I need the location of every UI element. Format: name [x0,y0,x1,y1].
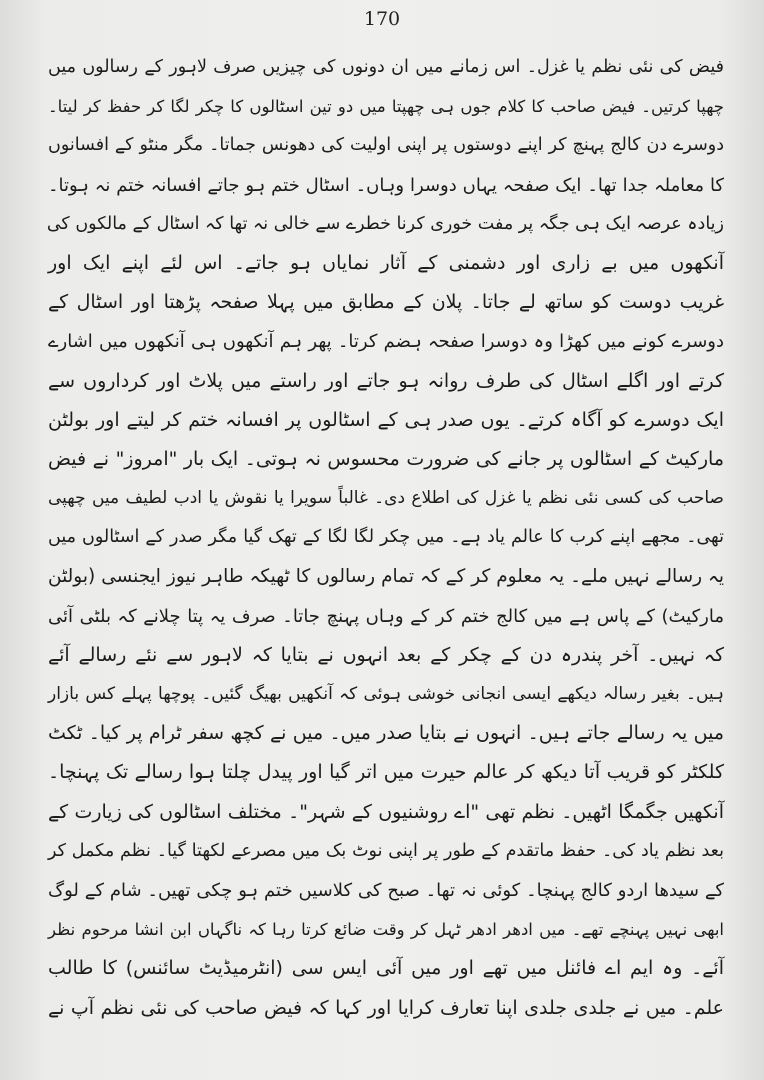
text-line: کے سیدھا اردو کالج پہنچا۔ کوئی نہ تھا۔ صبح کی کلاسیں ختم ہو چکی تھیں۔ شام کے لوگ [48,879,724,901]
text-line: یہ رسالے نہیں ملے۔ یہ معلوم کر کے کہ تمام رسالوں کا ٹھیکہ طاہر نیوز ایجنسی (بولٹن [48,566,724,588]
text-line: چھپا کرتیں۔ فیض صاحب کا کلام جوں ہی چھپتا میں دو تین اسٹالوں کا چکر لگا کر حفظ کر لیتا۔ [48,97,724,117]
urdu-body-text [48,48,724,1028]
text-line: کہ نہیں۔ آخر پندرہ دن کے چکر کے بعد انہوں نے بتایا کہ لاہور سے نئے رسالے آئے [48,643,724,666]
text-line: آنکھوں میں بے زاری اور دشمنی کے آثار نمایاں ہو جاتے۔ اس لئے اپنے ایک اور [48,251,724,274]
text-line: کرتے اور اگلے اسٹال کی طرف روانہ ہو جاتے اور راستے میں پلاٹ اور کرداروں سے [48,369,724,392]
text-line: کلکٹر کو قریب آتا دیکھ کر عالم حیرت میں اتر گیا اور پیدل چلتا ہوا رسالے تک پہنچا۔ [48,761,724,784]
text-line: مارکیٹ کے اسٹالوں پر جانے کی ضرورت محسوس نہ ہوتی۔ ایک بار "امروز" نے فیض [48,447,724,470]
text-line: میں یہ رسالے جاتے ہیں۔ انہوں نے بتایا صدر میں۔ میں نے کچھ سفر ٹرام پر کیا۔ ٹکٹ [48,722,724,745]
text-line: غریب دوست کو ساتھ لے جاتا۔ پلان کے مطابق میں پہلا صفحہ پڑھتا اور اسٹال کے [48,291,724,314]
text-line: دوسرے کونے میں کھڑا وہ دوسرا صفحہ ہضم کرتا۔ پھر ہم آنکھوں ہی آنکھوں میں اشارے [48,331,724,353]
text-line: مارکیٹ) کے پاس ہے میں کالج ختم کر کے وہاں پہنچ جاتا۔ صرف یہ پتا چلانے کہ بلٹی آئی [48,605,724,627]
text-line: فیض کی نئی نظم یا غزل۔ اس زمانے میں ان دونوں کی چیزیں صرف لاہور کے رسالوں میں [48,57,724,77]
text-line: کا معاملہ جدا تھا۔ ایک صفحہ یہاں دوسرا وہاں۔ اسٹال ختم ہو جاتے افسانہ ختم نہ ہوتا۔ [48,174,724,196]
text-line: ابھی نہیں پہنچے تھے۔ میں ادھر ادھر ٹہل کر وقت ضائع کرتا رہا کہ ناگہاں ابن انشا مرحوم نظر [48,920,724,940]
text-line: علم۔ میں نے جلدی جلدی اپنا تعارف کرایا اور کہا کہ فیض صاحب کی نئی نظم آپ نے [48,996,724,1019]
text-line: تھی۔ مجھے اپنے کرب کا عالم یاد ہے۔ میں چکر لگا لگا کے تھک گیا مگر صدر کے اسٹالوں میں [48,527,724,548]
page-number: 170 [363,8,401,30]
text-line: ایک دوسرے کو آگاہ کرتے۔ یوں صدر ہی کے اسٹالوں پر افسانہ ختم کر لیتے اور بولٹن [48,408,724,431]
text-line: آئے۔ وہ ایم اے فائنل میں تھے اور میں آئی ایس سی (انٹرمیڈیٹ سائنس) کا طالب [48,957,724,980]
text-line: بعد نظم یاد کی۔ حفظ ماتقدم کے طور پر اپنی نوٹ بک میں مصرعے لکھتا گیا۔ نظم مکمل کر [48,840,724,861]
text-line: زیادہ عرصہ ایک ہی جگہ پر مفت خوری کرنا خطرے سے خالی نہ تھا کہ اسٹال کے مالکوں کی [46,213,724,234]
text-line: آنکھیں جگمگا اٹھیں۔ نظم تھی "اے روشنیوں کے شہر"۔ مختلف اسٹالوں کی زیارت کے [48,800,724,823]
text-line: صاحب کی کسی نئی نظم یا غزل کی اطلاع دی۔ غالباً سویرا یا نقوش یا ادب لطیف میں چھپی [48,488,724,509]
text-line: دوسرے دن کالج پہنچ کر اپنے دوستوں پر اپنی اولیت کی دھونس جماتا۔ مگر منٹو کے افسانوں [48,135,724,156]
text-line: ہیں۔ بغیر رسالہ دیکھے ایسی انجانی خوشی ہوئی کہ آنکھیں بھیگ گئیں۔ پوچھا پہلے کس بازار [48,684,724,704]
